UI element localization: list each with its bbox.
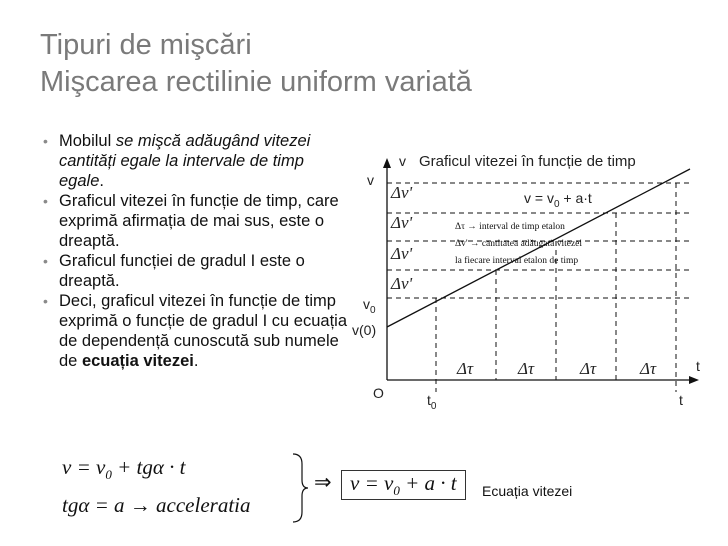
bullet-3-text: Graficul funcției de gradul I este o dreaptă. bbox=[59, 252, 305, 290]
y-axis-label: v bbox=[399, 153, 406, 169]
v-tick-label: v bbox=[367, 172, 374, 188]
v0-tick-label: $v_0$ bbox=[363, 296, 376, 316]
legend-line-2: Δv' → cantitatea adăugată vitezei bbox=[455, 239, 583, 249]
t-tick-label: t bbox=[679, 392, 683, 408]
bullet-dot-icon: • bbox=[43, 293, 48, 309]
graph-equation: $v = v_0 + a\cdot t$ bbox=[524, 190, 592, 210]
delta-v-label: Δv' bbox=[391, 213, 413, 232]
slide-title-line2: Mişcarea rectilinie uniform variată bbox=[40, 66, 472, 98]
delta-v-label: Δv' bbox=[391, 274, 413, 293]
formula-line-2: tgα = a → acceleratia bbox=[62, 493, 251, 517]
bullet-dot-icon: • bbox=[43, 253, 48, 269]
t0-tick-label: $t_0$ bbox=[427, 392, 437, 412]
bullet-2-text: Graficul vitezei în funcție de timp, care exprimă afirmația de mai sus, este o dreaptă. bbox=[59, 192, 339, 250]
bullet-4-text-a: Deci, graficul vitezei în funcție de timp exprimă o funcție de gradul I cu ecuația de dependență cunoscută sub numele de bbox=[59, 292, 348, 370]
bullet-dot-icon: • bbox=[43, 133, 48, 149]
delta-tau-label: Δτ bbox=[518, 359, 535, 378]
bullet-1-text-a: Mobilul bbox=[59, 132, 116, 150]
v-at-zero-label: v(0) bbox=[352, 322, 377, 338]
delta-tau-label: Δτ bbox=[640, 359, 657, 378]
right-brace-icon bbox=[290, 452, 310, 524]
legend-line-1: Δτ → interval de timp etalon bbox=[455, 222, 565, 232]
formula-line-1: $v = v_0 + tg\alpha \cdot t$ bbox=[62, 455, 186, 483]
delta-v-label: Δv' bbox=[391, 244, 413, 263]
legend-line-3: la fiecare interval etalon de timp bbox=[455, 256, 579, 266]
bullet-dot-icon: • bbox=[43, 193, 48, 209]
implies-icon: ⇒ bbox=[314, 470, 332, 494]
slide-title-line1: Tipuri de mişcări bbox=[40, 29, 252, 61]
delta-tau-label: Δτ bbox=[580, 359, 597, 378]
x-axis-label: t bbox=[696, 358, 700, 374]
delta-v-label: Δv' bbox=[391, 183, 413, 202]
bullet-1-text-c: . bbox=[99, 172, 104, 190]
velocity-equation-caption: Ecuația vitezei bbox=[482, 483, 573, 499]
graph-title: Graficul vitezei în funcție de timp bbox=[419, 153, 636, 170]
bullet-1-text-b: se mişcă adăugând vitezei cantități egale la intervale de timp egale bbox=[59, 132, 311, 190]
x-axis-arrow-icon bbox=[689, 376, 699, 384]
delta-tau-label: Δτ bbox=[457, 359, 474, 378]
bullet-4-text-c: . bbox=[193, 352, 199, 370]
origin-label: O bbox=[373, 385, 384, 401]
y-axis-arrow-icon bbox=[383, 158, 391, 168]
bullet-4-text-b: ecuația vitezei bbox=[81, 352, 194, 370]
velocity-equation-box: $v = v_0 + a \cdot t$ bbox=[341, 470, 466, 500]
